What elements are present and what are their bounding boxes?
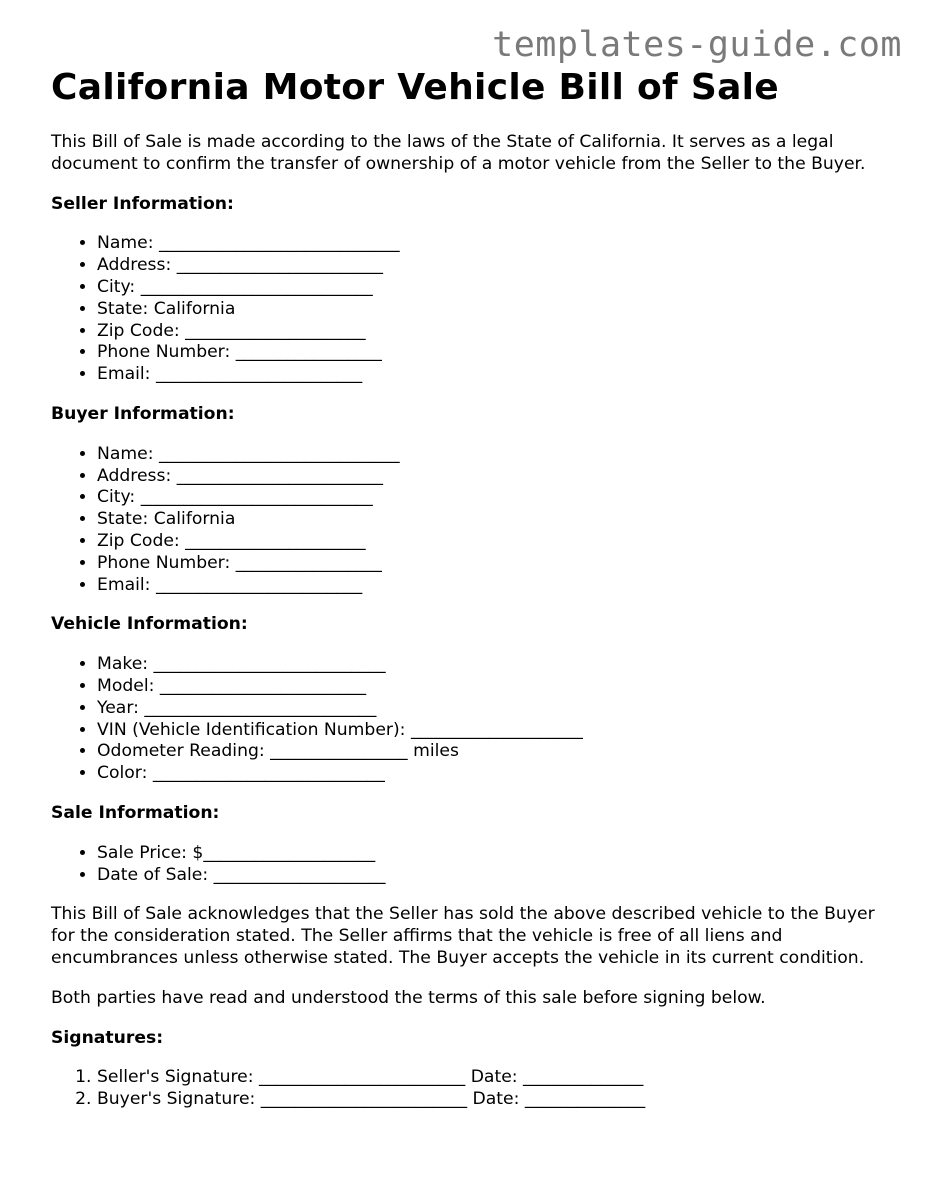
list-item: • Address: ________________________ xyxy=(97,466,891,488)
seller-heading: Seller Information: xyxy=(51,193,234,214)
list-item: • VIN (Vehicle Identification Number): ____________________ xyxy=(97,720,891,742)
list-item: • Year: ___________________________ xyxy=(97,698,891,720)
list-item: 1. Seller's Signature: ________________________ Date: ______________ xyxy=(97,1067,891,1089)
list-item: • Zip Code: _____________________ xyxy=(97,321,891,343)
list-item: • Name: ____________________________ xyxy=(97,233,891,255)
list-item: 2. Buyer's Signature: ________________________ Date: ______________ xyxy=(97,1089,891,1111)
agreement-paragraph: Both parties have read and understood the terms of this sale before signing below. xyxy=(51,987,766,1008)
list-item: • Make: ___________________________ xyxy=(97,654,891,676)
sale-heading: Sale Information: xyxy=(51,802,220,823)
list-item: • Phone Number: _________________ xyxy=(97,553,891,575)
list-item: • Name: ____________________________ xyxy=(97,444,891,466)
watermark: templates-guide.com xyxy=(492,25,902,65)
document xyxy=(51,66,891,1129)
list-item: • Address: ________________________ xyxy=(97,255,891,277)
list-item: • Email: ________________________ xyxy=(97,575,891,597)
vehicle-heading: Vehicle Information: xyxy=(51,614,248,635)
seller-list xyxy=(51,233,891,386)
intro-paragraph: This Bill of Sale is made according to the laws of the State of California. It serves as a legal document to confirm the transfer of ownership of a motor vehicle from the Seller to the Buyer. xyxy=(51,132,866,174)
list-item: • Sale Price: $____________________ xyxy=(97,843,891,865)
list-item: • Phone Number: _________________ xyxy=(97,342,891,364)
list-item: • City: ___________________________ xyxy=(97,487,891,509)
vehicle-list xyxy=(51,654,891,785)
signatures-heading: Signatures: xyxy=(51,1027,164,1048)
acknowledgment-paragraph: This Bill of Sale acknowledges that the Seller has sold the above described vehicle to the Buyer for the consideration stated. The Seller affirms that the vehicle is free of all liens and encumbrances unless otherwise stated. The Buyer accepts the vehicle in its current condition. xyxy=(51,904,875,968)
list-item: • Date of Sale: ____________________ xyxy=(97,865,891,887)
page-title: California Motor Vehicle Bill of Sale xyxy=(51,67,780,108)
list-item: • Color: ___________________________ xyxy=(97,763,891,785)
list-item: • State: California xyxy=(97,509,891,531)
buyer-heading: Buyer Information: xyxy=(51,403,235,424)
list-item: • Zip Code: _____________________ xyxy=(97,531,891,553)
list-item: • Model: ________________________ xyxy=(97,676,891,698)
buyer-list xyxy=(51,444,891,597)
list-item: • State: California xyxy=(97,299,891,321)
signatures-list xyxy=(51,1067,891,1111)
list-item: • Email: ________________________ xyxy=(97,364,891,386)
list-item: • Odometer Reading: ________________ miles xyxy=(97,741,891,763)
sale-list xyxy=(51,843,891,887)
list-item: • City: ___________________________ xyxy=(97,277,891,299)
